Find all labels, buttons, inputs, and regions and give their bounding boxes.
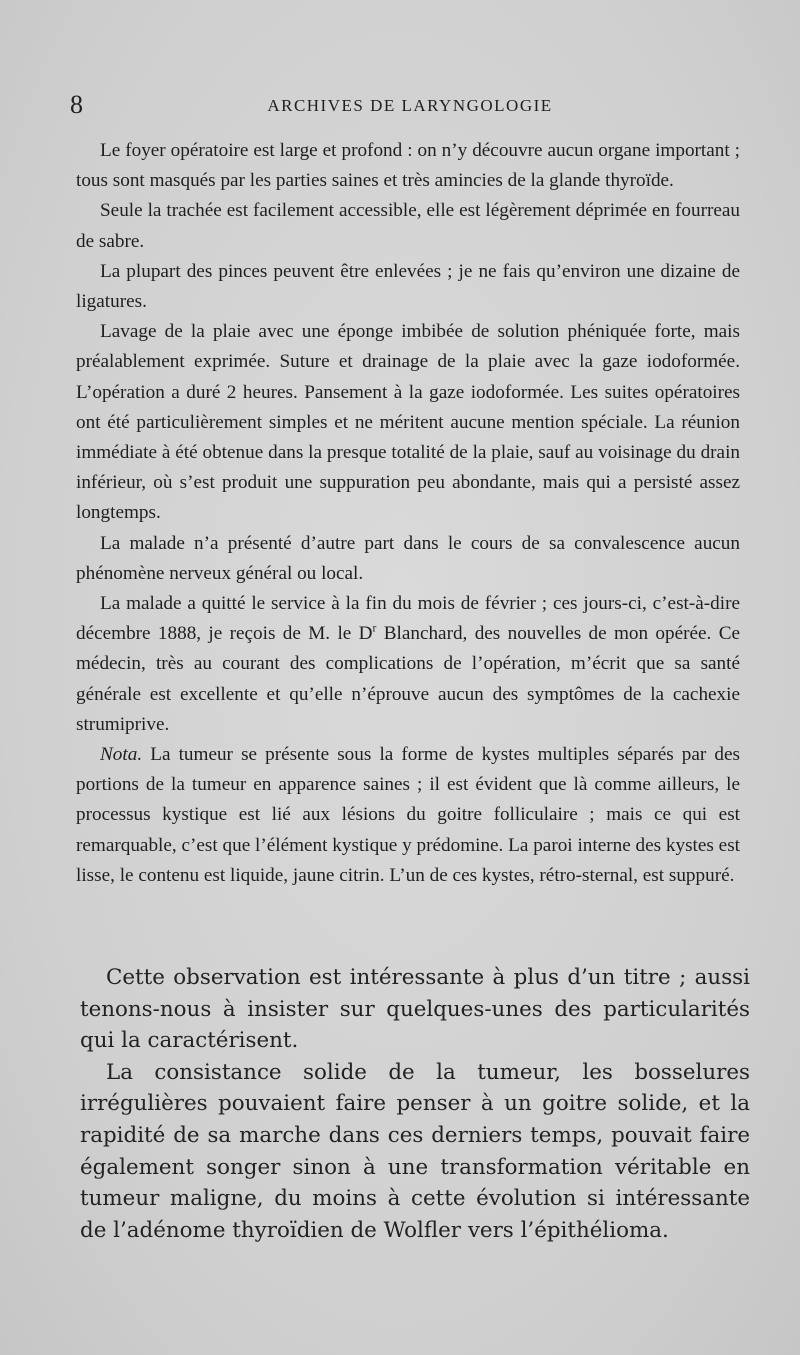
case-report-text — [76, 136, 740, 891]
paragraph: La malade n’a présenté d’autre part dans le cours de sa convalescence aucun phénomène nerveux général ou local. — [76, 532, 740, 584]
running-title: ARCHIVES DE LARYNGOLOGIE — [267, 96, 553, 115]
nota-label: Nota. — [100, 744, 143, 766]
paragraph-text: La malade a quitté le service à la fin du mois de février ; ces jours-ci, c’est-à-dire décembre 1888, je reçois de M. le D — [76, 593, 740, 645]
paragraph: La consistance solide de la tumeur, les bosselures irrégulières pouvaient faire penser à un goitre solide, et la rapidité de sa marche dans ces derniers temps, pouvait faire également songer sinon à une transformation véritable en tumeur maligne, du moins à cette évolution si intéressante de l’adénome thyroïdien de Wolfler vers l’épithélioma. — [80, 1059, 750, 1243]
paragraph — [76, 740, 740, 891]
paragraph-text: Blanchard, des nouvelles de mon opérée. Ce médecin, très au courant des complications de l’opération, m’écrit que sa santé générale est excellente et qu’elle n’éprouve aucun des symptômes de la cachexie strumiprive. — [76, 623, 741, 735]
paragraph: Lavage de la plaie avec une éponge imbibée de solution phéniquée forte, mais préalablement exprimée. Suture et drainage de la plaie avec la gaze iodoformée. L’opération a duré 2 heures. Pansement à la gaze iodoformée. Les suites opératoires ont été particulièrement simples et ne méritent aucune mention spéciale. La réunion immédiate à été obtenue dans la presque totalité de la plaie, sauf au voisinage du drain inférieur, où s’est produit une suppuration peu abondante, mais qui a persisté assez longtemps. — [76, 321, 740, 524]
page-number: 8 — [70, 90, 83, 119]
paragraph: Le foyer opératoire est large et profond : on n’y découvre aucun organe important ; tous sont masqués par les parties saines et très amincies de la glande thyroïde. — [76, 140, 740, 192]
paragraph: Cette observation est intéressante à plus d’un titre ; aussi tenons-nous à insister sur quelques-unes des particularités qui la caractérisent. — [80, 965, 750, 1054]
paragraph: La plupart des pinces peuvent être enlevées ; je ne fais qu’environ une dizaine de ligatures. — [76, 260, 740, 313]
paragraph-text: La tumeur se présente sous la forme de kystes multiples séparés par des portions de la tumeur en apparence saines ; il est évident que là comme ailleurs, le processus kystique est lié aux lésions du goitre folliculaire ; mais ce qui est remarquable, c’est que l’élément kystique y prédomine. La paroi interne des kystes est lisse, le contenu est liquide, jaune citrin. L’un de ces kystes, rétro-sternal, est suppuré. — [76, 744, 740, 886]
paragraph: Seule la trachée est facilement accessible, elle est légèrement déprimée en fourreau de sabre. — [76, 200, 740, 252]
superscript: r — [372, 622, 377, 635]
discussion-text — [80, 962, 750, 1246]
page-header — [70, 90, 730, 120]
paragraph — [76, 589, 740, 740]
